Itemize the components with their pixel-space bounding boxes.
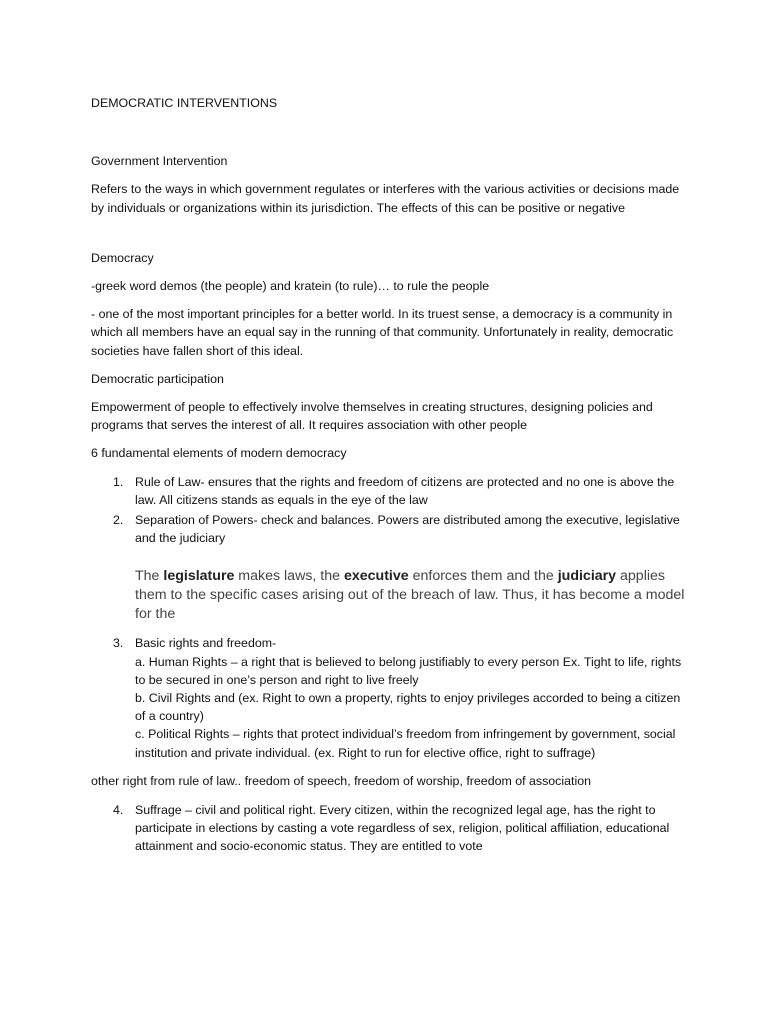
democratic-participation-heading: Democratic participation xyxy=(91,371,224,386)
other-rights-text: other right from rule of law.. freedom of speech, freedom of worship, freedom of association xyxy=(91,773,591,788)
human-rights-text: a. Human Rights – a right that is believed to belong justifiably to every person Ex. Tight to life, rights to be secured in one’s person and right to live freely xyxy=(135,654,682,687)
elements-list-continued-2 xyxy=(91,801,688,856)
democracy-etymology: -greek word demos (the people) and kratein (to rule)… to rule the people xyxy=(91,279,490,294)
government-intervention-definition: Refers to the ways in which government regulates or interferes with the various activities or decisions made by individuals or organizations within its jurisdiction. The effects of this can be positive or negative xyxy=(91,182,680,215)
quote-text: makes laws, the xyxy=(234,568,344,585)
quote-text: applies them to the specific cases arising out of the breach of law. Thus, it has become a model for the xyxy=(135,568,685,623)
separation-of-powers-quote xyxy=(135,567,688,624)
elements-list-continued xyxy=(91,634,688,761)
list-item-number: 1. xyxy=(113,474,124,489)
civil-rights-text: b. Civil Rights and (ex. Right to own a property, rights to enjoy privileges accorded to being a citizen of a country) xyxy=(135,691,681,724)
democracy-heading: Democracy xyxy=(91,250,154,265)
list-item xyxy=(91,511,688,547)
list-item-text: Rule of Law- ensures that the rights and freedom of citizens are protected and no one is above the law. All citizens stands as equals in the eye of the law xyxy=(135,474,675,507)
list-item-number: 4. xyxy=(113,803,124,818)
list-item xyxy=(91,634,688,761)
list-item-text: Suffrage – civil and political right. Every citizen, within the recognized legal age, has the right to participate in elections by casting a vote regardless of sex, religion, political affiliation, educational attainment and socio-economic status. They are entitled to vote xyxy=(135,803,670,854)
democracy-description: - one of the most important principles for a better world. In its truest sense, a democracy is a community in which all members have an equal say in the running of that community. Unfortunately in reality, democratic societies have fallen short of this ideal. xyxy=(91,307,674,358)
government-intervention-heading: Government Intervention xyxy=(91,154,228,169)
quote-executive: executive xyxy=(343,568,409,585)
quote-text: The xyxy=(135,568,164,585)
list-item xyxy=(91,801,688,856)
elements-list xyxy=(91,473,688,548)
democratic-participation-definition: Empowerment of people to effectively involve themselves in creating structures, designing policies and programs that serves the interest of all. It requires association with other people xyxy=(91,400,653,433)
list-item-number: 3. xyxy=(113,636,124,651)
list-item-text: Separation of Powers- check and balances. Powers are distributed among the executive, legislative and the judiciary xyxy=(135,513,680,546)
list-item xyxy=(91,473,688,509)
list-item-heading: Basic rights and freedom- xyxy=(135,636,277,651)
elements-heading: 6 fundamental elements of modern democracy xyxy=(91,446,347,461)
document-title: DEMOCRATIC INTERVENTIONS xyxy=(91,96,278,110)
list-item-number: 2. xyxy=(113,513,124,528)
political-rights-text: c. Political Rights – rights that protect individual’s freedom from infringement by government, social institution and private individual. (ex. Right to run for elective office, right to suffrage) xyxy=(135,727,676,760)
quote-judiciary: judiciary xyxy=(557,568,617,585)
quote-legislature: legislature xyxy=(163,568,235,585)
quote-text: enforces them and the xyxy=(408,568,558,585)
